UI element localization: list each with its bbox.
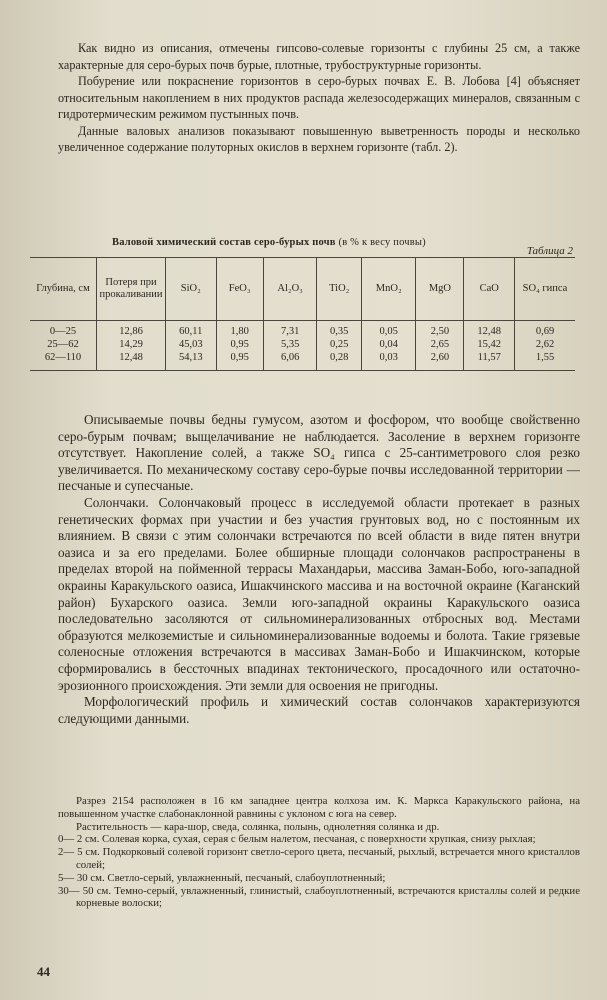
table-cell: 12,86 14,29 12,48 (97, 321, 166, 371)
table-cell: 2,50 2,65 2,60 (416, 321, 464, 371)
intro-paragraphs (58, 40, 580, 156)
layer-line: 0— 2 см. Солевая корка, сухая, серая с белым налетом, песчаная, с поверхности хрупкая, снизу рыхлая; (58, 833, 536, 846)
chemical-composition-table (30, 257, 575, 371)
table-cell: 0—25 25—62 62—110 (44, 326, 82, 363)
column-header: SO₄ гипса (515, 258, 576, 321)
paragraph: Как видно из описания, отмечены гипсово-солевые горизонты с глубины 25 см, а также характерные для серо-бурых почв бурые, плотные, трубоструктурные горизонты. (58, 41, 580, 72)
column-header: CaO (464, 258, 515, 321)
paragraph: Данные валовых анализов показывают повышенную выветренность породы и несколько увеличенное содержание полуторных окислов в верхнем горизонте (табл. 2). (58, 123, 580, 154)
table-cell: 0,35 0,25 0,28 (317, 321, 362, 371)
paragraph: Описываемые почвы бедны гумусом, азотом и фосфором, что вообще свойственно серо-бурым почвам; выщелачивание не наблюдается. Засоление в верхнем горизонте отсутствует. Накопление солей, а также SO₄ гипса с 25-сантиметрового слоя резко увеличивается. По механическому составу серо-бурые почвы исследованной территории — песчаные и супесчаные. (58, 412, 580, 494)
column-header: SiO₂ (166, 258, 217, 321)
table-header-row (30, 258, 575, 321)
column-header: Al₂O₃ (263, 258, 317, 321)
column-header: MnO₂ (362, 258, 416, 321)
description-intro: Разрез 2154 расположен в 16 км западнее центра колхоза им. К. Маркса Каракульского района, на повышенном участке слабонаклонной равнины с уклоном с юга на север. (58, 795, 580, 820)
vegetation-line: Растительность — кара-шор, сведа, солянка, полынь, однолетняя солянка и др. (76, 820, 440, 833)
layer-line: 2— 5 см. Подкорковый солевой горизонт светло-серого цвета, песчаный, рыхлый, встречается много кристаллов солей; (58, 846, 580, 871)
column-header: FeO₃ (216, 258, 263, 321)
column-header: TiO₂ (317, 258, 362, 321)
table-row (30, 321, 575, 371)
profile-description (58, 795, 580, 910)
table-title (112, 237, 426, 248)
table-cell: 60,11 45,03 54,13 (166, 321, 217, 371)
layer-line: 5— 30 см. Светло-серый, увлажненный, песчаный, слабоуплотненный; (58, 871, 386, 884)
column-header: Потеря при прокаливании (97, 258, 166, 321)
table-cell: 7,31 5,35 6,06 (263, 321, 317, 371)
page-number: 44 (37, 964, 50, 979)
body-paragraphs (58, 412, 580, 727)
paragraph: Морфологический профиль и химический состав солончаков характеризуются следующими данными. (58, 694, 580, 726)
table-caption: Таблица 2 (526, 245, 573, 257)
table-cell: 1,80 0,95 0,95 (216, 321, 263, 371)
table-cell: 0,69 2,62 1,55 (515, 321, 576, 371)
table-cell: 0,05 0,04 0,03 (362, 321, 416, 371)
table-title-note: (в % к весу почвы) (338, 237, 426, 248)
table-cell: 12,48 15,42 11,57 (464, 321, 515, 371)
table-title-text: Валовой химический состав серо-бурых почв (112, 237, 336, 248)
column-header: Глубина, см (30, 258, 97, 321)
paragraph: Солончаки. Солончаковый процесс в исследуемой области протекает в разных генетических формах при участии и без участия грунтовых вод, но с постоянным их влиянием. В связи с этим солончаки встречаются по всей области в виде пятен внутри оазиса и за его пределами. Более обширные площади солончаков распространены в пределах второй на пойменной террасы Махандарьи, массива Заман-Бобо, юго-западной окраины Каракульского оазиса, Ишакчинского массива и на восточной окраине (Каганский район) Бухарского оазиса. Земли юго-западной окраины Каракульского оазиса последовательно засоляются от сильноминерализованных отбросных вод. Местами образуются мелкоземистые и сильноминерализованные водоемы и болота. Такие грязевые соленосные отложения встречаются в массивах Заман-Бобо и Ишакчинском, которые сформировались в бессточных впадинах тектонического, просадочного или остаточно-эрозионного происхождения. Эти земли для освоения не пригодны. (58, 494, 580, 693)
layer-line: 30— 50 см. Темно-серый, увлажненный, глинистый, слабоуплотненный, встречаются кристаллы солей и редкие корневые волоски; (58, 884, 580, 910)
column-header: MgO (416, 258, 464, 321)
paragraph: Побурение или покраснение горизонтов в серо-бурых почвах Е. В. Лобова [4] объясняет относительным накоплением в них продуктов распада железосодержащих минералов, связанным с гидротермическим режимом пустынных почв. (58, 74, 580, 121)
